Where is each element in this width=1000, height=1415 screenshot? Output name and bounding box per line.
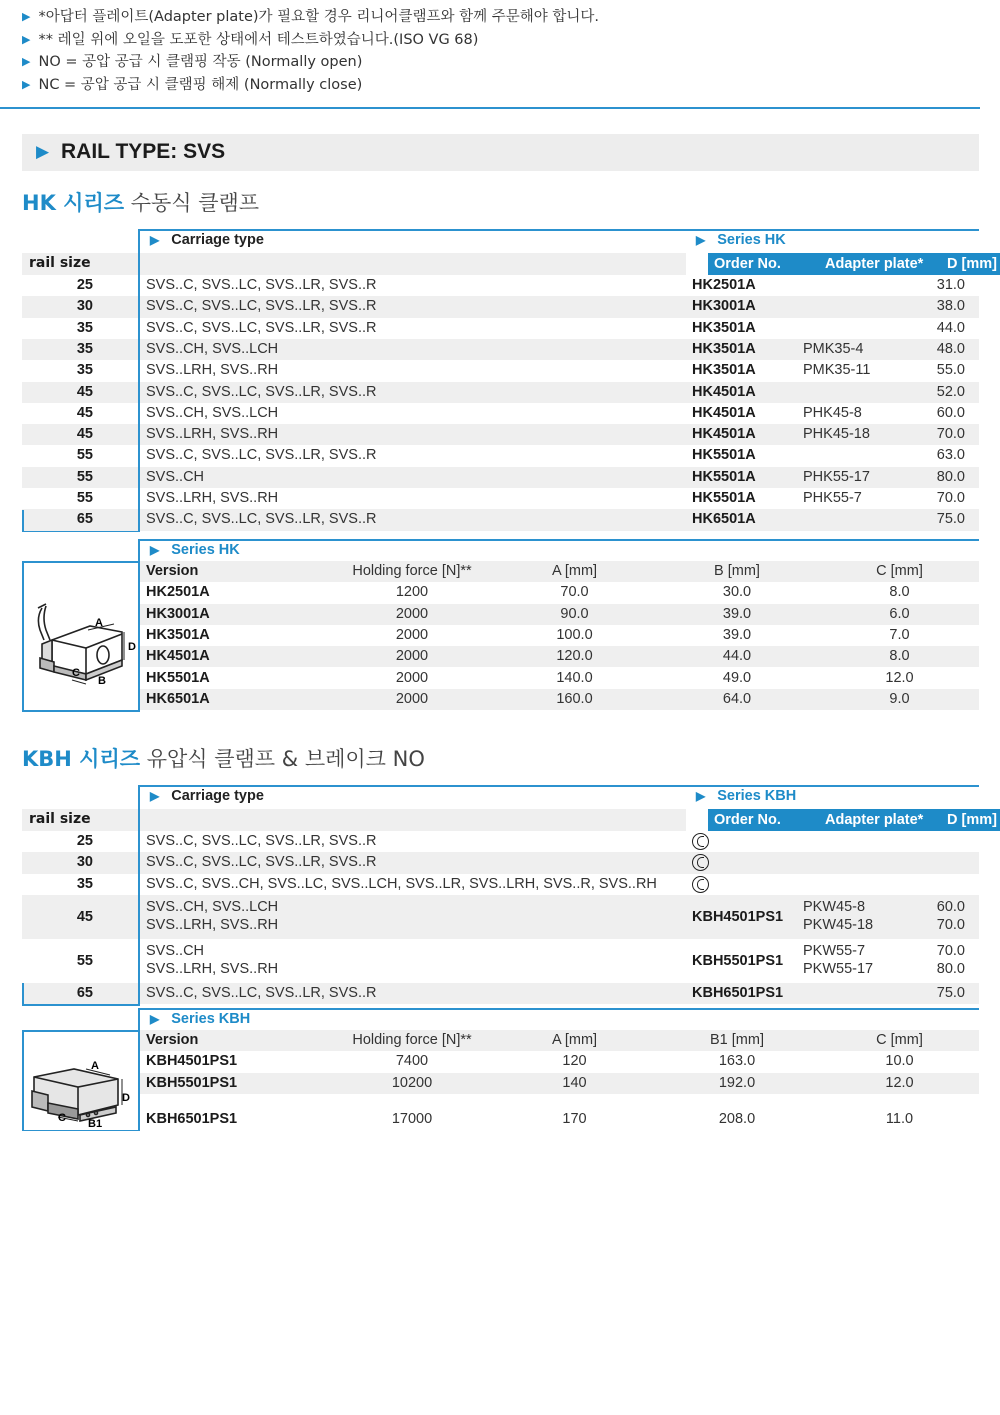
spec-row xyxy=(139,1051,979,1072)
hk-section-title xyxy=(22,187,259,217)
spec-column-rule xyxy=(138,539,140,710)
order-no-cell: HK5501A xyxy=(692,490,756,506)
carriage-line: SVS..LRH, SVS..RH xyxy=(146,916,279,933)
spec-top-rule xyxy=(139,539,979,541)
spec-col-header: B [mm] xyxy=(714,563,760,579)
spec-cell: 2000 xyxy=(395,648,429,665)
carriage-cell xyxy=(146,339,278,360)
spec-cell: 163.0 xyxy=(718,1053,756,1070)
table-row xyxy=(22,339,979,360)
spec-cell: 6.0 xyxy=(889,605,910,622)
triangle-icon: ▶ xyxy=(150,789,160,803)
spec-column-rule xyxy=(138,1008,140,1130)
carriage-cell xyxy=(146,488,278,509)
spec-cell: KBH5501PS1 xyxy=(146,1074,238,1091)
rail-size-header: rail size xyxy=(29,255,91,271)
spec-cell: 2000 xyxy=(395,626,429,643)
spec-cell: 70.0 xyxy=(560,584,589,601)
spec-cell: 64.0 xyxy=(722,690,752,707)
drawing-bottom-rule xyxy=(22,710,140,712)
note-item xyxy=(22,51,982,74)
d-line: 70.0 xyxy=(936,916,965,933)
kbh-title-series: KBH 시리즈 xyxy=(22,747,141,771)
spec-col-header: Holding force [N]** xyxy=(352,563,472,579)
spec-cell: HK3001A xyxy=(146,605,210,622)
note-text: NO = 공압 공급 시 클램핑 작동 (Normally open) xyxy=(38,54,363,70)
adapter-line: PKW55-7 xyxy=(803,942,866,959)
spec-cell: 208.0 xyxy=(718,1110,756,1127)
order-no-cell: HK4501A xyxy=(692,426,756,443)
triangle-icon: ▶ xyxy=(36,142,50,162)
carriage-cell xyxy=(146,509,376,530)
hk-drawing-label-b: B xyxy=(98,675,106,687)
table-row xyxy=(22,874,979,895)
adapter-line: PHK55-17 xyxy=(803,468,870,485)
rail-type-banner xyxy=(22,134,979,171)
spec-header-row xyxy=(139,1030,979,1051)
col-d-mm: D [mm] xyxy=(947,256,997,272)
spec-col-header: Version xyxy=(146,563,199,579)
order-no-cell: HK3001A xyxy=(692,298,756,315)
series-header xyxy=(696,788,796,804)
table-row xyxy=(22,382,979,403)
order-no-cell: HK4501A xyxy=(692,404,756,421)
column-rule xyxy=(138,229,140,531)
spec-cell: KBH6501PS1 xyxy=(146,1110,238,1127)
d-line: 70.0 xyxy=(936,426,965,443)
triangle-bullet-icon: ▶ xyxy=(22,77,31,91)
rail-size-cell: 55 xyxy=(76,468,93,485)
spec-cell: 140.0 xyxy=(556,669,593,686)
triangle-bullet-icon: ▶ xyxy=(22,32,31,46)
carriage-cell xyxy=(146,318,376,339)
rail-size-cell: 25 xyxy=(76,277,93,293)
rail-size-header: rail size xyxy=(29,811,91,827)
carriage-cell xyxy=(146,852,376,873)
rail-size-cell: 45 xyxy=(76,426,93,443)
spec-cell: KBH4501PS1 xyxy=(146,1053,238,1070)
kbh-title-desc: 유압식 클램프 & 브레이크 NO xyxy=(140,747,425,771)
note-text: ** 레일 위에 오일을 도포한 상태에서 테스트하였습니다.(ISO VG 68) xyxy=(38,31,479,48)
hk-drawing-label-d: D xyxy=(128,641,136,653)
carriage-cell xyxy=(146,360,278,381)
carriage-cell xyxy=(146,424,278,445)
d-line: 70.0 xyxy=(936,490,965,506)
carriage-line: SVS..C, SVS..LC, SVS..LR, SVS..R xyxy=(146,854,377,871)
col-d-mm: D [mm] xyxy=(947,812,997,828)
spec-row xyxy=(139,668,979,689)
spec-cell: 1200 xyxy=(395,584,429,601)
d-mm-cell xyxy=(927,942,965,978)
d-line: 31.0 xyxy=(936,277,965,293)
rail-size-cell: 25 xyxy=(76,833,93,849)
table-row xyxy=(22,467,979,488)
carriage-line: SVS..C, SVS..CH, SVS..LC, SVS..LCH, SVS..LR, SVS..LRH, SVS..R, SVS..RH xyxy=(146,875,657,892)
carriage-cell xyxy=(146,898,278,934)
d-mm-cell xyxy=(927,898,965,934)
d-mm-cell xyxy=(927,339,965,360)
carriage-line: SVS..CH, SVS..LCH xyxy=(146,898,279,915)
triangle-bullet-icon: ▶ xyxy=(22,55,31,68)
order-no-cell: KBH5501PS1 xyxy=(692,952,784,969)
spec-cell: 2000 xyxy=(395,669,429,686)
triangle-bullet-icon: ▶ xyxy=(22,10,31,23)
col-adapter-plate: Adapter plate* xyxy=(825,256,924,272)
hk-drawing-label-c: C xyxy=(72,667,80,679)
spec-cell: 7.0 xyxy=(889,626,910,643)
spec-row xyxy=(139,1094,979,1130)
order-no-cell: KBH4501PS1 xyxy=(692,908,784,925)
triangle-icon: ▶ xyxy=(150,543,160,557)
table-top-rule xyxy=(139,785,979,787)
rail-size-cell: 55 xyxy=(76,952,93,969)
order-no-cell: HK2501A xyxy=(692,277,756,293)
table-row xyxy=(22,983,979,1004)
d-line: 80.0 xyxy=(936,468,965,485)
hk-title-series: HK 시리즈 xyxy=(22,191,125,215)
d-line: 60.0 xyxy=(936,898,965,915)
spec-col-header: Version xyxy=(146,1032,199,1048)
adapter-line: PKW45-18 xyxy=(803,916,874,933)
spec-row xyxy=(139,604,979,625)
d-line: 70.0 xyxy=(936,942,965,959)
carriage-line: SVS..C, SVS..LC, SVS..LR, SVS..R xyxy=(146,511,377,528)
d-line: 55.0 xyxy=(936,362,965,379)
table-row xyxy=(22,424,979,445)
notes-list xyxy=(22,6,982,96)
spec-cell: 140 xyxy=(562,1074,587,1091)
carriage-cell xyxy=(146,874,657,895)
spec-cell: 10200 xyxy=(391,1074,433,1091)
carriage-line: SVS..C, SVS..LC, SVS..LR, SVS..R xyxy=(146,833,377,849)
spec-cell: 160.0 xyxy=(556,690,593,707)
spec-cell: 2000 xyxy=(395,605,429,622)
left-rule xyxy=(22,510,24,532)
d-line: 75.0 xyxy=(936,511,965,528)
carriage-line: SVS..C, SVS..LC, SVS..LR, SVS..R xyxy=(146,383,377,400)
table-row xyxy=(22,509,979,530)
rail-size-cell: 45 xyxy=(76,908,93,925)
drawing-top-rule xyxy=(22,1030,140,1032)
top-divider xyxy=(0,107,980,109)
rail-size-cell: 55 xyxy=(76,447,93,464)
kbh-section-title xyxy=(22,743,425,773)
d-mm-cell xyxy=(927,983,965,1004)
carriage-line: SVS..CH xyxy=(146,468,205,485)
spec-cell: 12.0 xyxy=(885,669,914,686)
order-no-cell: HK3501A xyxy=(692,340,756,357)
drawing-left-rule xyxy=(22,561,24,710)
carriage-cell xyxy=(146,831,376,852)
spec-cell: 39.0 xyxy=(722,605,752,622)
carriage-cell xyxy=(146,445,376,466)
spec-cell: 10.0 xyxy=(885,1053,914,1070)
table-row xyxy=(22,360,979,381)
spec-cell: 2000 xyxy=(395,690,429,707)
d-mm-cell xyxy=(927,382,965,403)
note-text: NC = 공압 공급 시 클램핑 해제 (Normally close) xyxy=(38,76,363,93)
spec-cell: 120 xyxy=(562,1053,587,1070)
table-row xyxy=(22,296,979,317)
d-mm-cell xyxy=(927,445,965,466)
d-line: 48.0 xyxy=(936,340,965,357)
spec-cell: 12.0 xyxy=(885,1074,914,1091)
hk-title-desc: 수동식 클램프 xyxy=(124,191,260,215)
rail-size-cell: 30 xyxy=(76,298,93,315)
order-no-cell: HK3501A xyxy=(692,319,756,336)
adapter-cell xyxy=(803,942,873,978)
d-mm-cell xyxy=(927,318,965,339)
rail-size-bottom-rule xyxy=(22,1004,140,1006)
rail-size-cell: 65 xyxy=(76,511,93,528)
spec-col-header: A [mm] xyxy=(551,1032,598,1048)
rail-size-cell: 65 xyxy=(76,984,93,1001)
spec-cell: 11.0 xyxy=(885,1110,914,1127)
kbh-drawing-label-d: D xyxy=(122,1092,130,1104)
spec-row xyxy=(139,582,979,603)
d-line: 80.0 xyxy=(936,960,965,977)
d-line: 75.0 xyxy=(936,984,965,1001)
d-line: 38.0 xyxy=(936,298,965,315)
adapter-line: PHK45-18 xyxy=(803,426,870,443)
carriage-line: SVS..CH, SVS..LCH xyxy=(146,340,279,357)
d-line: 63.0 xyxy=(936,447,965,464)
d-mm-cell xyxy=(927,424,965,445)
d-mm-cell xyxy=(927,403,965,424)
note-item xyxy=(22,74,982,97)
kbh-drawing-label-a: A xyxy=(91,1060,99,1072)
adapter-line: PKW45-8 xyxy=(803,898,866,915)
table-row xyxy=(22,488,979,509)
series-header xyxy=(696,232,786,248)
carriage-line: SVS..CH xyxy=(146,942,205,959)
kbh-drawing-label-b1: B1 xyxy=(88,1118,103,1130)
adapter-cell xyxy=(803,403,862,424)
kbh-drawing-label-c: C xyxy=(58,1112,66,1124)
spec-row xyxy=(139,1073,979,1094)
d-mm-cell xyxy=(927,360,965,381)
adapter-cell xyxy=(803,898,873,934)
rail-size-cell: 55 xyxy=(76,490,93,506)
spec-row xyxy=(139,646,979,667)
rail-size-cell: 35 xyxy=(76,319,93,336)
carriage-line: SVS..LRH, SVS..RH xyxy=(146,362,279,379)
column-rule xyxy=(138,785,140,1004)
adapter-cell xyxy=(803,424,870,445)
triangle-icon: ▶ xyxy=(696,233,706,247)
spec-col-header: B1 [mm] xyxy=(710,1032,764,1048)
d-mm-cell xyxy=(927,467,965,488)
triangle-icon: ▶ xyxy=(696,789,706,803)
adapter-line: PMK35-11 xyxy=(803,362,871,379)
d-line: 44.0 xyxy=(936,319,965,336)
spec-cell: HK4501A xyxy=(146,648,210,665)
spec-cell: HK3501A xyxy=(146,626,210,643)
table-row xyxy=(22,895,979,939)
d-mm-cell xyxy=(927,296,965,317)
carriage-cell xyxy=(146,382,376,403)
carriage-line: SVS..LRH, SVS..RH xyxy=(146,960,279,977)
rail-size-cell: 30 xyxy=(76,854,93,871)
rail-size-cell: 35 xyxy=(76,875,93,892)
carriage-cell xyxy=(146,403,278,424)
carriage-cell xyxy=(146,942,278,978)
table-row xyxy=(22,445,979,466)
rail-size-cell: 45 xyxy=(76,404,93,421)
drawing-top-rule xyxy=(22,561,140,563)
carriage-line: SVS..LRH, SVS..RH xyxy=(146,426,279,443)
note-item xyxy=(22,6,982,29)
spec-cell: 8.0 xyxy=(889,584,910,601)
spec-cell: 44.0 xyxy=(722,648,752,665)
rail-size-cell: 35 xyxy=(76,340,93,357)
spec-series-header xyxy=(150,542,240,558)
spec-col-header: C [mm] xyxy=(876,563,923,579)
carriage-cell xyxy=(146,296,376,317)
spec-cell: HK5501A xyxy=(146,669,210,686)
carriage-line: SVS..C, SVS..LC, SVS..LR, SVS..R xyxy=(146,447,377,464)
spec-cell: 100.0 xyxy=(556,626,593,643)
carriage-cell xyxy=(146,275,376,296)
header-bar xyxy=(22,253,686,275)
spec-cell: 9.0 xyxy=(889,690,910,707)
spec-series-header-text: Series HK xyxy=(171,542,240,558)
adapter-cell xyxy=(803,339,863,360)
adapter-line: PKW55-17 xyxy=(803,960,874,977)
order-no-cell: HK3501A xyxy=(692,362,756,379)
rail-size-cell: 35 xyxy=(76,362,93,379)
carriage-line: SVS..C, SVS..LC, SVS..LR, SVS..R xyxy=(146,277,377,293)
order-header-bar xyxy=(708,253,1000,275)
order-no-cell: HK5501A xyxy=(692,468,756,485)
carriage-cell xyxy=(146,983,376,1004)
carriage-line: SVS..C, SVS..LC, SVS..LR, SVS..R xyxy=(146,984,377,1001)
adapter-cell xyxy=(803,467,870,488)
spec-cell: 170 xyxy=(562,1110,587,1127)
spec-row xyxy=(139,625,979,646)
spec-cell: 30.0 xyxy=(722,584,752,601)
d-mm-cell xyxy=(927,488,965,509)
series-header-text: Series KBH xyxy=(717,788,797,804)
order-no-cell: HK4501A xyxy=(692,383,756,400)
spec-cell: 39.0 xyxy=(722,626,752,643)
spec-header-row xyxy=(139,561,979,582)
adapter-line: PHK45-8 xyxy=(803,404,862,421)
table-row xyxy=(22,403,979,424)
order-no-cell: HK6501A xyxy=(692,511,756,528)
carriage-line: SVS..CH, SVS..LCH xyxy=(146,404,279,421)
d-line: 60.0 xyxy=(936,404,965,421)
adapter-cell xyxy=(803,488,862,509)
spec-cell: HK6501A xyxy=(146,690,210,707)
table-row xyxy=(22,852,979,873)
note-text: *아답터 플레이트(Adapter plate)가 필요할 경우 리니어클램프와 함께 주문해야 합니다. xyxy=(38,9,599,25)
table-row xyxy=(22,939,979,983)
order-header-bar xyxy=(708,809,1000,831)
order-no-cell: HK5501A xyxy=(692,447,756,464)
left-rule xyxy=(22,983,24,1005)
col-adapter-plate: Adapter plate* xyxy=(825,812,924,828)
spec-cell: 192.0 xyxy=(718,1074,756,1091)
spec-col-header: Holding force [N]** xyxy=(352,1032,472,1048)
spec-top-rule xyxy=(139,1008,979,1010)
header-bar xyxy=(22,809,686,831)
table-row xyxy=(22,831,979,852)
carriage-line: SVS..C, SVS..LC, SVS..LR, SVS..R xyxy=(146,319,377,336)
note-item xyxy=(22,29,982,52)
spec-cell: 49.0 xyxy=(722,669,752,686)
adapter-line: PMK35-4 xyxy=(803,340,864,357)
rail-size-bottom-rule xyxy=(22,531,140,533)
table-row xyxy=(22,318,979,339)
d-line: 52.0 xyxy=(936,383,965,400)
rail-type-title: RAIL TYPE: SVS xyxy=(61,140,226,163)
carriage-type-header xyxy=(150,788,264,804)
carriage-line: SVS..LRH, SVS..RH xyxy=(146,490,279,506)
d-mm-cell xyxy=(927,275,965,296)
spec-series-header xyxy=(150,1011,250,1027)
col-order-no: Order No. xyxy=(714,812,781,828)
d-mm-cell xyxy=(927,509,965,530)
spec-col-header: A [mm] xyxy=(551,563,598,579)
triangle-icon: ▶ xyxy=(150,233,160,247)
spec-cell: HK2501A xyxy=(146,584,210,601)
spec-cell: 7400 xyxy=(395,1053,429,1070)
spec-cell: 17000 xyxy=(391,1110,433,1127)
spec-cell: 90.0 xyxy=(560,605,589,622)
adapter-cell xyxy=(803,360,870,381)
hk-clamp-drawing xyxy=(32,600,138,690)
carriage-cell xyxy=(146,467,204,488)
spec-cell: 120.0 xyxy=(556,648,593,665)
triangle-icon: ▶ xyxy=(150,1012,160,1026)
table-row xyxy=(22,275,979,296)
series-header-text: Series HK xyxy=(717,232,786,248)
spec-row xyxy=(139,689,979,710)
carriage-type-header-text: Carriage type xyxy=(171,232,264,248)
drawing-left-rule xyxy=(22,1030,24,1130)
adapter-line: PHK55-7 xyxy=(803,490,862,506)
spec-cell: 8.0 xyxy=(889,648,910,665)
col-order-no: Order No. xyxy=(714,256,781,272)
spec-col-header: C [mm] xyxy=(876,1032,923,1048)
order-no-cell: KBH6501PS1 xyxy=(692,984,784,1001)
carriage-type-header xyxy=(150,232,264,248)
kbh-clamp-drawing xyxy=(28,1055,138,1135)
spec-series-header-text: Series KBH xyxy=(171,1011,251,1027)
rail-size-cell: 45 xyxy=(76,383,93,400)
carriage-line: SVS..C, SVS..LC, SVS..LR, SVS..R xyxy=(146,298,377,315)
hk-drawing-label-a: A xyxy=(95,617,103,629)
carriage-type-header-text: Carriage type xyxy=(171,788,264,804)
table-top-rule xyxy=(139,229,979,231)
